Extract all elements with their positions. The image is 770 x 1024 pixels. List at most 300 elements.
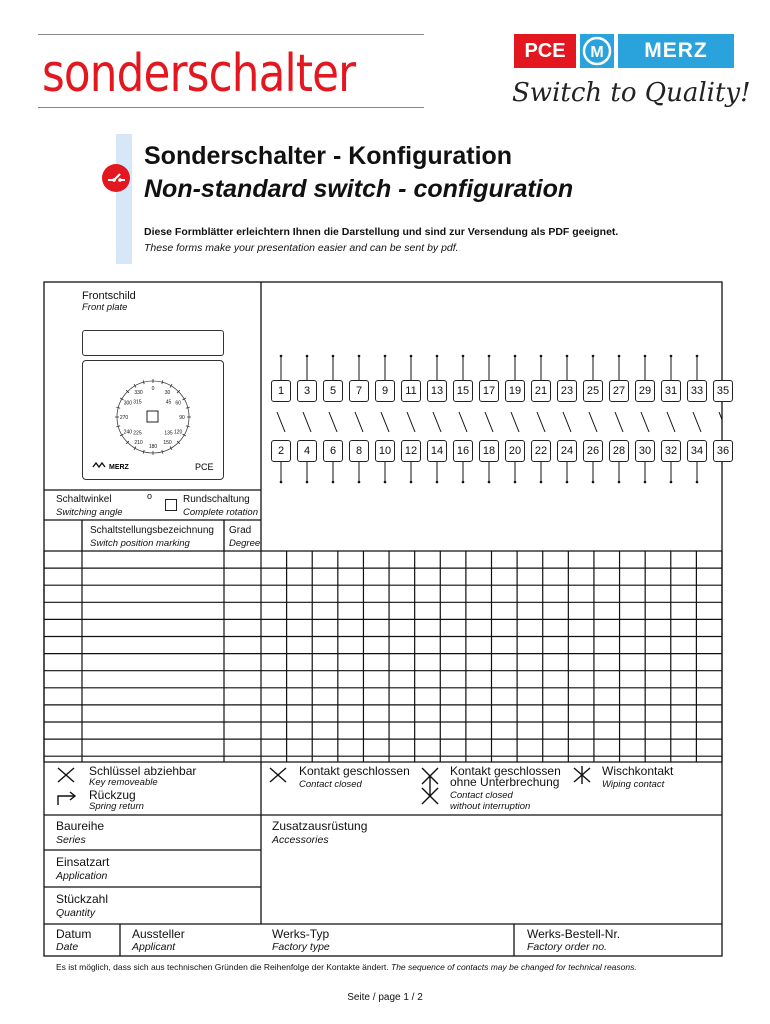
quantity-field[interactable] — [44, 887, 261, 924]
position-marking-cell[interactable] — [83, 740, 223, 755]
contact-top-terminal — [488, 355, 491, 358]
contact-state-cell[interactable] — [697, 672, 721, 687]
contact-state-cell[interactable] — [339, 740, 363, 755]
contact-state-cell[interactable] — [569, 552, 593, 567]
dial-label: 120 — [173, 429, 183, 436]
contact-state-cell[interactable] — [262, 603, 286, 618]
contact-state-cell[interactable] — [493, 586, 517, 601]
contact-state-cell[interactable] — [697, 620, 721, 635]
contact-state-cell[interactable] — [646, 552, 670, 567]
contact-state-cell[interactable] — [288, 706, 312, 721]
contact-state-cell[interactable] — [544, 586, 568, 601]
contact-state-cell[interactable] — [441, 638, 465, 653]
contact-state-cell[interactable] — [621, 620, 645, 635]
contact-state-cell[interactable] — [569, 569, 593, 584]
contact-state-cell[interactable] — [390, 672, 414, 687]
contact-state-cell[interactable] — [672, 655, 696, 670]
contact-state-cell[interactable] — [390, 569, 414, 584]
contact-state-cell[interactable] — [262, 723, 286, 738]
contact-state-cell[interactable] — [313, 638, 337, 653]
contact-state-cell[interactable] — [621, 740, 645, 755]
contact-state-cell[interactable] — [441, 552, 465, 567]
contact-state-cell[interactable] — [288, 655, 312, 670]
contact-blade — [563, 412, 571, 432]
dial-label: 210 — [134, 440, 143, 447]
frontplate-drawing — [82, 360, 224, 480]
contact-state-cell[interactable] — [313, 620, 337, 635]
contact-state-cell[interactable] — [595, 638, 619, 653]
applicant-label-de: Aussteller — [132, 927, 185, 941]
contact-state-cell[interactable] — [518, 603, 542, 618]
contact-state-cell[interactable] — [672, 620, 696, 635]
date-label-en: Date — [56, 941, 79, 953]
contact-state-cell[interactable] — [416, 706, 440, 721]
contact-state-cell[interactable] — [390, 603, 414, 618]
contact-number-bottom: 26 — [583, 440, 603, 462]
contact-state-cell[interactable] — [544, 723, 568, 738]
row-index-cell[interactable] — [45, 569, 81, 584]
col-marking-de: Schaltstellungsbezeichnung — [90, 525, 214, 536]
degree-cell[interactable] — [225, 569, 260, 584]
contact-state-cell[interactable] — [364, 620, 388, 635]
contact-state-cell[interactable] — [313, 569, 337, 584]
contact-state-cell[interactable] — [569, 672, 593, 687]
degree-cell[interactable] — [225, 723, 260, 738]
contact-state-cell[interactable] — [518, 552, 542, 567]
contact-state-cell[interactable] — [672, 603, 696, 618]
contact-state-cell[interactable] — [467, 740, 491, 755]
position-marking-cell[interactable] — [83, 552, 223, 567]
contact-state-cell[interactable] — [621, 638, 645, 653]
contact-state-cell[interactable] — [697, 706, 721, 721]
contact-state-cell[interactable] — [544, 689, 568, 704]
contact-state-cell[interactable] — [569, 620, 593, 635]
contact-state-cell[interactable] — [569, 689, 593, 704]
contact-state-cell[interactable] — [262, 689, 286, 704]
degree-cell[interactable] — [225, 586, 260, 601]
contact-state-cell[interactable] — [518, 672, 542, 687]
contact-state-cell[interactable] — [646, 569, 670, 584]
contact-state-cell[interactable] — [467, 723, 491, 738]
contact-state-cell[interactable] — [441, 569, 465, 584]
contact-state-cell[interactable] — [493, 655, 517, 670]
contact-top-terminal — [644, 355, 647, 358]
position-marking-cell[interactable] — [83, 689, 223, 704]
contact-state-cell[interactable] — [467, 706, 491, 721]
contact-state-cell[interactable] — [416, 603, 440, 618]
date-field[interactable] — [44, 924, 120, 956]
contact-state-cell[interactable] — [518, 740, 542, 755]
contact-state-cell[interactable] — [646, 638, 670, 653]
degree-cell[interactable] — [225, 689, 260, 704]
wiping-contact-de: Wischkontakt — [602, 764, 674, 778]
contact-state-cell[interactable] — [595, 740, 619, 755]
contact-state-cell[interactable] — [288, 569, 312, 584]
contact-state-cell[interactable] — [646, 723, 670, 738]
contact-state-cell[interactable] — [364, 655, 388, 670]
contact-state-cell[interactable] — [621, 569, 645, 584]
position-marking-cell[interactable] — [83, 723, 223, 738]
contact-state-cell[interactable] — [288, 586, 312, 601]
contact-state-cell[interactable] — [262, 569, 286, 584]
contact-state-cell[interactable] — [364, 706, 388, 721]
contact-state-cell[interactable] — [313, 655, 337, 670]
dial-label: 315 — [133, 399, 142, 406]
contact-state-cell[interactable] — [313, 723, 337, 738]
contact-state-cell[interactable] — [262, 620, 286, 635]
position-marking-cell[interactable] — [83, 620, 223, 635]
contact-state-cell[interactable] — [313, 689, 337, 704]
closed-nointerrupt-de2: ohne Unterbrechung — [450, 775, 560, 789]
contact-state-cell[interactable] — [288, 603, 312, 618]
contact-state-cell[interactable] — [697, 655, 721, 670]
contact-state-cell[interactable] — [339, 603, 363, 618]
contact-state-cell[interactable] — [262, 552, 286, 567]
contact-state-cell[interactable] — [467, 620, 491, 635]
contact-number-top: 15 — [453, 380, 473, 402]
contact-state-cell[interactable] — [416, 723, 440, 738]
contact-state-cell[interactable] — [313, 586, 337, 601]
contact-state-cell[interactable] — [416, 552, 440, 567]
contact-state-cell[interactable] — [390, 723, 414, 738]
contact-state-cell[interactable] — [595, 603, 619, 618]
contact-state-cell[interactable] — [288, 620, 312, 635]
contact-state-cell[interactable] — [339, 723, 363, 738]
degree-cell[interactable] — [225, 638, 260, 653]
page-number: Seite / page 1 / 2 — [347, 992, 423, 1003]
contact-top-terminal — [670, 355, 673, 358]
row-index-cell[interactable] — [45, 689, 81, 704]
contact-state-cell[interactable] — [339, 569, 363, 584]
contact-closed-icon — [268, 766, 288, 784]
contact-state-cell[interactable] — [595, 672, 619, 687]
contact-state-cell[interactable] — [646, 672, 670, 687]
position-marking-cell[interactable] — [83, 706, 223, 721]
position-marking-cell[interactable] — [83, 569, 223, 584]
contact-state-cell[interactable] — [697, 586, 721, 601]
frontplate-text-field[interactable] — [82, 330, 224, 356]
degree-cell[interactable] — [225, 706, 260, 721]
contact-state-cell[interactable] — [544, 706, 568, 721]
contact-state-cell[interactable] — [441, 706, 465, 721]
contact-state-cell[interactable] — [493, 603, 517, 618]
contact-state-cell[interactable] — [441, 723, 465, 738]
contact-state-cell[interactable] — [544, 620, 568, 635]
contact-bottom-terminal — [566, 481, 569, 484]
contact-state-cell[interactable] — [595, 723, 619, 738]
application-label-de: Einsatzart — [56, 855, 110, 869]
contact-state-cell[interactable] — [467, 689, 491, 704]
contact-state-cell[interactable] — [569, 586, 593, 601]
contact-state-cell[interactable] — [390, 740, 414, 755]
contact-state-cell[interactable] — [467, 569, 491, 584]
contact-state-cell[interactable] — [390, 655, 414, 670]
contact-state-cell[interactable] — [621, 586, 645, 601]
contact-state-cell[interactable] — [672, 672, 696, 687]
dial-label: 0 — [151, 386, 155, 392]
contact-state-cell[interactable] — [467, 638, 491, 653]
contact-state-cell[interactable] — [416, 638, 440, 653]
contact-state-cell[interactable] — [364, 569, 388, 584]
contact-state-cell[interactable] — [288, 689, 312, 704]
contact-state-cell[interactable] — [416, 620, 440, 635]
contact-state-cell[interactable] — [518, 655, 542, 670]
contact-number-top: 13 — [427, 380, 447, 402]
contact-state-cell[interactable] — [390, 706, 414, 721]
contact-state-cell[interactable] — [441, 586, 465, 601]
row-index-cell[interactable] — [45, 620, 81, 635]
row-index-cell[interactable] — [45, 706, 81, 721]
contact-state-cell[interactable] — [595, 655, 619, 670]
contact-state-cell[interactable] — [390, 586, 414, 601]
contact-state-cell[interactable] — [441, 672, 465, 687]
contact-state-cell[interactable] — [493, 723, 517, 738]
contact-state-cell[interactable] — [518, 586, 542, 601]
accessories-field[interactable] — [261, 815, 722, 924]
contact-state-cell[interactable] — [364, 689, 388, 704]
contact-bottom-terminal — [332, 481, 335, 484]
contact-state-cell[interactable] — [416, 569, 440, 584]
contact-state-cell[interactable] — [621, 723, 645, 738]
contact-state-cell[interactable] — [672, 706, 696, 721]
contact-state-cell[interactable] — [364, 552, 388, 567]
contact-state-cell[interactable] — [288, 723, 312, 738]
contact-state-cell[interactable] — [339, 586, 363, 601]
contact-state-cell[interactable] — [288, 672, 312, 687]
row-index-cell[interactable] — [45, 740, 81, 755]
contact-state-cell[interactable] — [313, 672, 337, 687]
degree-cell[interactable] — [225, 620, 260, 635]
contact-state-cell[interactable] — [697, 723, 721, 738]
contact-closed-no-interruption-icon — [420, 766, 440, 806]
contact-top-terminal — [436, 355, 439, 358]
position-marking-cell[interactable] — [83, 586, 223, 601]
contact-state-cell[interactable] — [262, 638, 286, 653]
contact-state-cell[interactable] — [313, 740, 337, 755]
contact-state-cell[interactable] — [288, 638, 312, 653]
contact-state-cell[interactable] — [467, 672, 491, 687]
contact-state-cell[interactable] — [467, 586, 491, 601]
degree-cell[interactable] — [225, 655, 260, 670]
contact-state-cell[interactable] — [518, 723, 542, 738]
contact-state-cell[interactable] — [544, 655, 568, 670]
contact-state-cell[interactable] — [518, 638, 542, 653]
contact-state-cell[interactable] — [262, 706, 286, 721]
contact-state-cell[interactable] — [646, 740, 670, 755]
application-label-en: Application — [56, 870, 108, 882]
accessories-label-en: Accessories — [272, 834, 329, 846]
contact-state-cell[interactable] — [339, 672, 363, 687]
application-field[interactable] — [44, 850, 261, 887]
contact-state-cell[interactable] — [493, 569, 517, 584]
contact-state-cell[interactable] — [493, 620, 517, 635]
contact-state-cell[interactable] — [493, 552, 517, 567]
contact-state-cell[interactable] — [697, 552, 721, 567]
contact-state-cell[interactable] — [672, 638, 696, 653]
contact-state-cell[interactable] — [416, 689, 440, 704]
contact-state-cell[interactable] — [544, 672, 568, 687]
contact-state-cell[interactable] — [467, 552, 491, 567]
contact-state-cell[interactable] — [441, 655, 465, 670]
contact-state-cell[interactable] — [697, 638, 721, 653]
contact-state-cell[interactable] — [339, 620, 363, 635]
contact-state-cell[interactable] — [441, 689, 465, 704]
contact-state-cell[interactable] — [672, 723, 696, 738]
contact-state-cell[interactable] — [672, 552, 696, 567]
contact-state-cell[interactable] — [672, 740, 696, 755]
contact-state-cell[interactable] — [493, 672, 517, 687]
contact-number-bottom: 2 — [271, 440, 291, 462]
contact-state-cell[interactable] — [339, 655, 363, 670]
contact-state-cell[interactable] — [262, 740, 286, 755]
row-index-cell[interactable] — [45, 723, 81, 738]
contact-number-bottom: 36 — [713, 440, 733, 462]
row-index-cell[interactable] — [45, 586, 81, 601]
contact-state-cell[interactable] — [493, 706, 517, 721]
contact-state-cell[interactable] — [313, 552, 337, 567]
contact-state-cell[interactable] — [441, 603, 465, 618]
contact-state-cell[interactable] — [339, 689, 363, 704]
contact-bottom-terminal — [618, 481, 621, 484]
contact-state-cell[interactable] — [441, 620, 465, 635]
contact-state-cell[interactable] — [493, 740, 517, 755]
contact-state-cell[interactable] — [364, 672, 388, 687]
contact-state-cell[interactable] — [697, 689, 721, 704]
contact-top-terminal — [540, 355, 543, 358]
contact-state-cell[interactable] — [544, 552, 568, 567]
factory-type-field[interactable] — [261, 924, 514, 956]
applicant-field[interactable] — [120, 924, 261, 956]
contact-state-cell[interactable] — [569, 723, 593, 738]
contact-state-cell[interactable] — [621, 655, 645, 670]
contact-state-cell[interactable] — [262, 586, 286, 601]
contact-state-cell[interactable] — [493, 638, 517, 653]
contact-state-cell[interactable] — [697, 740, 721, 755]
contact-state-cell[interactable] — [621, 689, 645, 704]
contact-state-cell[interactable] — [569, 655, 593, 670]
contact-state-cell[interactable] — [493, 689, 517, 704]
contact-state-cell[interactable] — [339, 706, 363, 721]
contact-state-cell[interactable] — [621, 552, 645, 567]
row-index-cell[interactable] — [45, 603, 81, 618]
contact-state-cell[interactable] — [595, 569, 619, 584]
degree-cell[interactable] — [225, 552, 260, 567]
contact-state-cell[interactable] — [569, 638, 593, 653]
contact-state-cell[interactable] — [390, 620, 414, 635]
contact-state-cell[interactable] — [364, 740, 388, 755]
degree-cell[interactable] — [225, 603, 260, 618]
contact-state-cell[interactable] — [544, 603, 568, 618]
contact-top-terminal — [696, 355, 699, 358]
contact-state-cell[interactable] — [621, 672, 645, 687]
position-marking-cell[interactable] — [83, 672, 223, 687]
contact-state-cell[interactable] — [390, 552, 414, 567]
contact-state-cell[interactable] — [467, 603, 491, 618]
col-marking-en: Switch position marking — [90, 538, 190, 549]
contact-state-cell[interactable] — [672, 569, 696, 584]
closed-nointerrupt-en2: without interruption — [450, 801, 531, 812]
contact-state-cell[interactable] — [288, 740, 312, 755]
contact-state-cell[interactable] — [364, 603, 388, 618]
contact-number-bottom: 18 — [479, 440, 499, 462]
contact-number-top: 11 — [401, 380, 421, 402]
contact-state-cell[interactable] — [518, 569, 542, 584]
contact-state-cell[interactable] — [313, 603, 337, 618]
contact-state-cell[interactable] — [262, 655, 286, 670]
contact-state-cell[interactable] — [672, 586, 696, 601]
contact-state-cell[interactable] — [569, 706, 593, 721]
contact-state-cell[interactable] — [416, 740, 440, 755]
position-marking-cell[interactable] — [83, 655, 223, 670]
contact-state-cell[interactable] — [621, 706, 645, 721]
row-index-cell[interactable] — [45, 655, 81, 670]
contact-state-cell[interactable] — [646, 706, 670, 721]
contact-state-cell[interactable] — [313, 706, 337, 721]
contact-state-cell[interactable] — [697, 603, 721, 618]
contact-state-cell[interactable] — [339, 638, 363, 653]
contact-state-cell[interactable] — [416, 655, 440, 670]
complete-rotation-checkbox[interactable] — [165, 499, 177, 511]
row-index-cell[interactable] — [45, 638, 81, 653]
contact-state-cell[interactable] — [595, 620, 619, 635]
position-marking-cell[interactable] — [83, 638, 223, 653]
dial-tick — [143, 450, 144, 454]
contact-state-cell[interactable] — [569, 603, 593, 618]
contact-state-cell[interactable] — [595, 586, 619, 601]
contact-state-cell[interactable] — [569, 740, 593, 755]
series-field[interactable] — [44, 815, 261, 850]
contact-state-cell[interactable] — [390, 689, 414, 704]
contact-state-cell[interactable] — [364, 723, 388, 738]
degree-cell[interactable] — [225, 672, 260, 687]
contact-state-cell[interactable] — [518, 706, 542, 721]
contact-state-cell[interactable] — [646, 603, 670, 618]
contact-state-cell[interactable] — [518, 620, 542, 635]
contact-state-cell[interactable] — [646, 620, 670, 635]
contact-state-cell[interactable] — [364, 638, 388, 653]
contact-state-cell[interactable] — [339, 552, 363, 567]
contact-state-cell[interactable] — [621, 603, 645, 618]
contact-state-cell[interactable] — [441, 740, 465, 755]
contact-state-cell[interactable] — [416, 586, 440, 601]
contact-state-cell[interactable] — [288, 552, 312, 567]
contact-state-cell[interactable] — [544, 569, 568, 584]
contact-state-cell[interactable] — [518, 689, 542, 704]
degree-cell[interactable] — [225, 740, 260, 755]
contact-state-cell[interactable] — [416, 672, 440, 687]
contact-state-cell[interactable] — [544, 638, 568, 653]
contact-state-cell[interactable] — [697, 569, 721, 584]
contact-state-cell[interactable] — [390, 638, 414, 653]
contact-state-cell[interactable] — [262, 672, 286, 687]
contact-state-cell[interactable] — [595, 689, 619, 704]
contact-state-cell[interactable] — [544, 740, 568, 755]
contact-state-cell[interactable] — [646, 586, 670, 601]
factory-order-field[interactable] — [514, 924, 722, 956]
contact-state-cell[interactable] — [646, 655, 670, 670]
contact-state-cell[interactable] — [646, 689, 670, 704]
contact-state-cell[interactable] — [364, 586, 388, 601]
position-marking-cell[interactable] — [83, 603, 223, 618]
contact-state-cell[interactable] — [467, 655, 491, 670]
contact-state-cell[interactable] — [595, 706, 619, 721]
row-index-cell[interactable] — [45, 552, 81, 567]
contact-state-cell[interactable] — [672, 689, 696, 704]
contact-blade — [511, 412, 519, 432]
row-index-cell[interactable] — [45, 672, 81, 687]
dial-brand-pce: PCE — [195, 462, 214, 472]
contact-state-cell[interactable] — [595, 552, 619, 567]
